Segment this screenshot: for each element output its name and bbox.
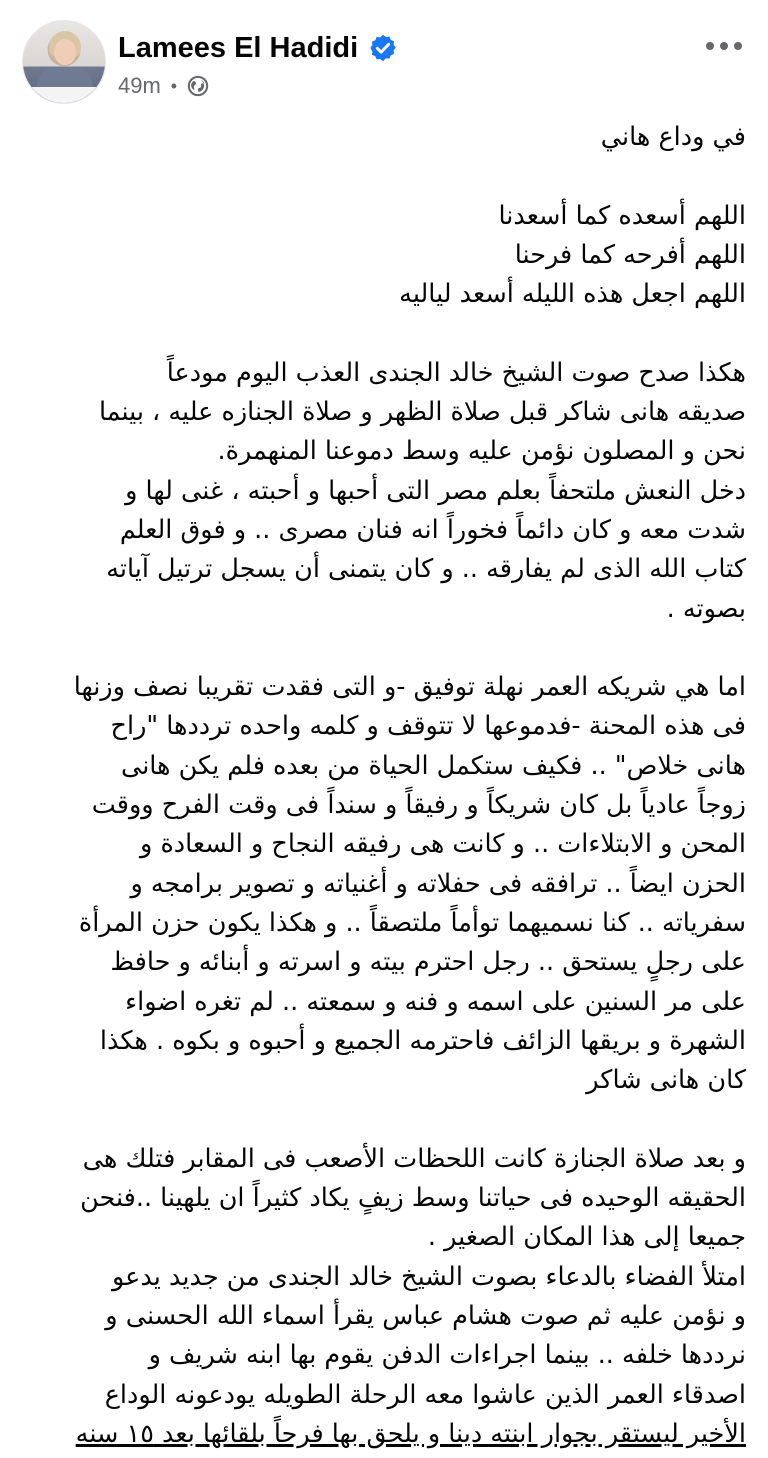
globe-icon[interactable] [187,75,209,97]
post-line: على مر السنين على اسمه و فنه و سمعته .. لم تغره اضواء [125,986,746,1017]
post-line: هانى خلاص" .. فكيف ستكمل الحياة من بعده فلم يكن هانى [120,750,746,781]
post-line: سفرياته .. كنا نسميهما توأماً ملتصقاً .. و هكذا يكون حزن المرأة [78,907,746,938]
post-line: اللهم أسعده كما أسعدنا [498,200,746,231]
more-options-icon[interactable] [706,36,742,56]
post-line: اما هي شريكه العمر نهلة توفيق -و التى فقدت تقريبا نصف وزنها [73,672,746,703]
post-line: دخل النعش ملتحفاً بعلم مصر التى أحبها و أحبته ، غنى لها و [125,475,746,506]
post-line: كتاب الله الذى لم يفارقه .. و كان يتمنى أن يسجل ترتيل آياته [106,554,746,585]
author-row [118,28,398,68]
post-line: نحن و المصلون نؤمن عليه وسط دموعنا المنهمرة. [217,436,746,467]
post-line: زوجاً عادياً بل كان شريكاً و رفيقاً و سنداً فى وقت الفرح ووقت [91,790,746,821]
post-line: جميعا إلى هذا المكان الصغير . [427,1222,746,1253]
more-dot [706,42,714,50]
post-line: هكذا صدح صوت الشيخ خالد الجندى العذب اليوم مودعاً [166,357,746,388]
avatar-face [54,39,76,65]
post-time[interactable]: 49m [118,73,161,98]
post-line: اللهم أفرحه كما فرحنا [514,239,746,270]
post-line: الحزن ايضاً .. ترافقه فى حفلاته و أغنياته و تصوير برامجه و [130,868,746,899]
post-line: الشهرة و بريقها الزائف فاحترمه الجميع و أحبوه و بكوه . هكذا [99,1025,746,1056]
meta-separator: • [170,75,178,96]
author-name[interactable]: Lamees El Hadidi [118,31,359,64]
post-line: و نؤمن عليه ثم صوت هشام عباس يقرأ اسماء الله الحسنى و [105,1300,746,1331]
post-line: المحن و الابتلاءات .. و كانت هى رفيقه النجاح و السعادة و [140,829,746,860]
post-header [0,0,768,110]
post-line: فى هذه المحنة -فدموعها لا تتوقف و كلمه واحده ترددها "راح [110,711,746,742]
post-line: و بعد صلاة الجنازة كانت اللحظات الأصعب فى المقابر فتلك هى [82,1143,746,1174]
avatar-desk [23,87,106,104]
post-line: اللهم اجعل هذه الليله أسعد لياليه [399,279,746,310]
more-dot [734,42,742,50]
post-body [24,118,746,1454]
post-line: الأخير ليستقر بجوار ابنته دينا و يلحق بها فرحاً بلقائها بعد ١٥ سنه [75,1418,746,1449]
post-line: في وداع هاني [600,122,746,152]
verified-badge-icon [368,33,398,63]
post-line: على رجلٍ يستحق .. رجل احترم بيته و اسرته و أبنائه و حافظ [110,947,746,978]
post-line: شدت معه و كان دائماً فخوراً انه فنان مصرى .. و فوق العلم [119,514,746,545]
post-line: كان هانى شاكر [586,1065,746,1096]
post-meta [118,72,209,100]
more-dot [720,42,728,50]
post-line: نرددها خلفه .. بينما اجراءات الدفن يقوم بها ابنه شريف و [148,1340,746,1371]
post-line: اصدقاء العمر الذين عاشوا معه الرحلة الطويله يودعونه الوداع [104,1379,746,1410]
post-line: امتلأ الفضاء بالدعاء بصوت الشيخ خالد الجندى من جديد يدعو [112,1261,746,1292]
post-line: صديقه هانى شاكر قبل صلاة الظهر و صلاة الجنازه عليه ، بينما [98,397,746,428]
author-avatar[interactable] [22,20,106,104]
post-line: الحقيقه الوحيده فى حياتنا وسط زيفٍ يكاد كثيراً ان يلهينا ..فنحن [80,1183,746,1214]
post-line: بصوته . [666,593,746,624]
